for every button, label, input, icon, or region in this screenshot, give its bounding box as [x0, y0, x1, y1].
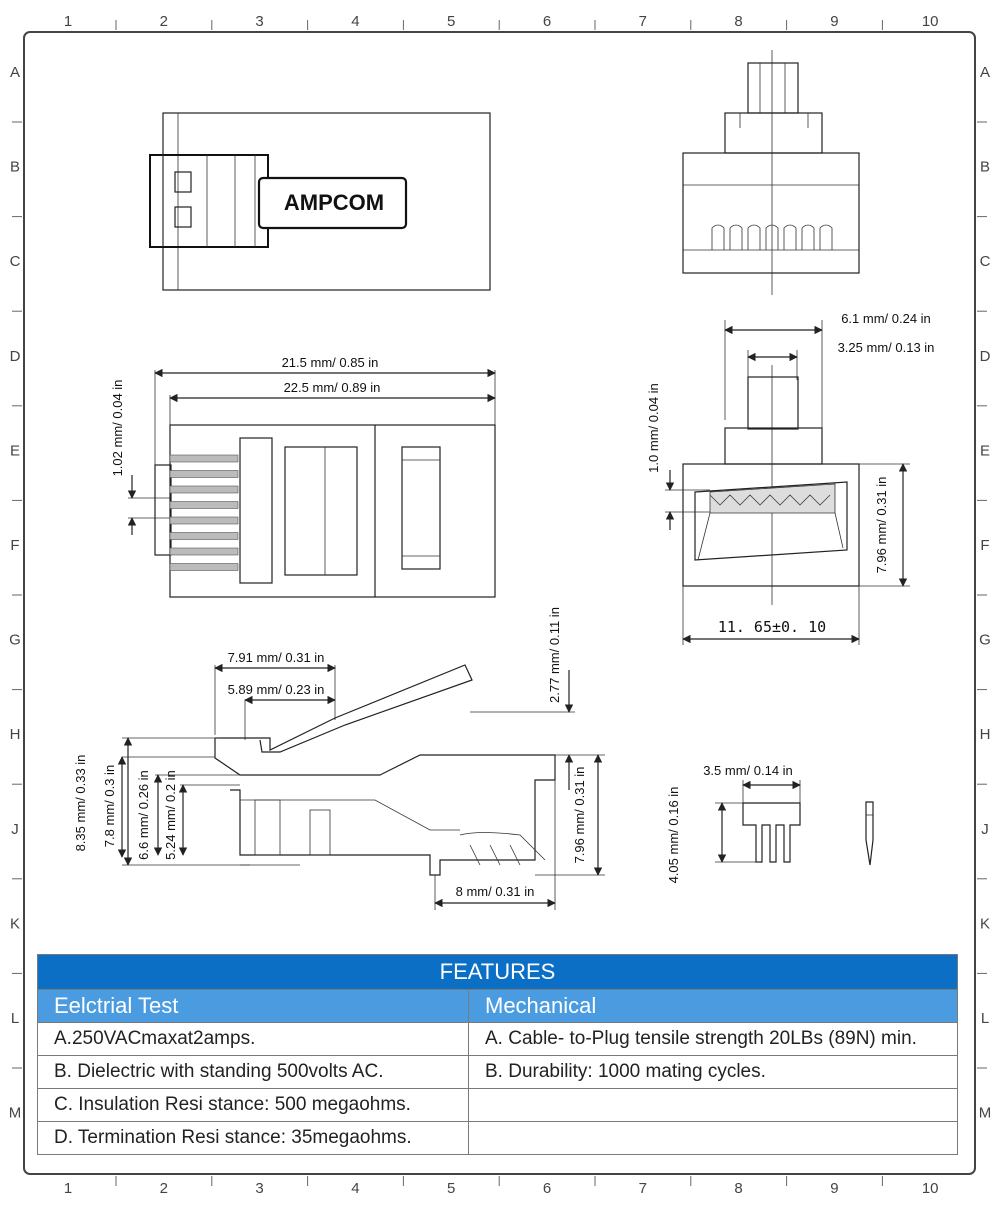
mechanical-cell: B. Durability: 1000 mating cycles.: [469, 1056, 958, 1089]
front-view-plug: [646, 311, 934, 645]
grid-row-label: D: [979, 347, 991, 365]
dim-3-5: 3.5 mm/ 0.14 in: [703, 763, 793, 778]
grid-column-label: 7: [638, 1180, 647, 1197]
grid-row-label: M: [978, 1104, 992, 1122]
dim-7-8: 7.8 mm/ 0.3 in: [102, 764, 117, 848]
grid-row-label: K: [979, 915, 991, 933]
electrical-cell: B. Dielectric with standing 500volts AC.: [38, 1056, 469, 1089]
grid-column-labels-bottom: [64, 1176, 939, 1197]
grid-column-labels-top: [64, 13, 939, 30]
dim-11-65: 11. 65±0. 10: [717, 618, 827, 636]
features-title: FEATURES: [38, 955, 958, 990]
grid-column-label: 8: [734, 13, 743, 30]
dim-1-02: 1.02 mm/ 0.04 in: [110, 379, 125, 477]
electrical-cell: D. Termination Resi stance: 35megaohms.: [38, 1122, 469, 1155]
grid-column-label: 1: [63, 1180, 73, 1197]
grid-row-labels-left: [9, 64, 22, 1122]
grid-column-label: 7: [638, 13, 647, 30]
contact-strip: [170, 486, 238, 493]
dim-6-6: 6.6 mm/ 0.26 in: [136, 770, 151, 860]
electrical-header: Eelctrial Test: [38, 990, 469, 1023]
grid-column-label: 2: [159, 13, 168, 30]
grid-row-label: D: [9, 347, 21, 365]
grid-column-label: 3: [255, 1180, 264, 1197]
grid-row-label: J: [11, 820, 19, 838]
side-profile-view: [73, 607, 605, 910]
grid-column-label: 5: [447, 13, 456, 30]
grid-row-label: A: [9, 64, 21, 81]
grid-row-label: K: [9, 915, 21, 933]
dim-2-77: 2.77 mm/ 0.11 in: [547, 607, 562, 703]
dim-7-96-front: 7.96 mm/ 0.31 in: [874, 476, 889, 574]
grid-row-label: F: [10, 537, 20, 554]
grid-column-label: 5: [447, 1180, 456, 1197]
grid-column-label: 3: [255, 13, 264, 30]
grid-row-label: H: [979, 726, 991, 744]
grid-row-label: E: [979, 442, 991, 460]
contact-strip: [170, 517, 238, 524]
dim-1-0: 1.0 mm/ 0.04 in: [646, 383, 661, 473]
electrical-cell: A.250VACmaxat2amps.: [38, 1023, 469, 1056]
grid-column-label: 10: [921, 13, 939, 30]
grid-row-label: G: [979, 631, 991, 649]
grid-column-label: 1: [63, 13, 73, 30]
table-row: [38, 1122, 958, 1155]
dim-7-96-side: 7.96 mm/ 0.31 in: [572, 766, 587, 864]
table-row: [38, 1056, 958, 1089]
grid-row-label: F: [980, 537, 990, 554]
grid-column-label: 6: [542, 13, 552, 30]
grid-row-label: E: [9, 442, 21, 460]
contact-strip: [170, 533, 238, 540]
table-row: [38, 1023, 958, 1056]
grid-row-label: C: [979, 253, 991, 271]
contact-strip: [170, 548, 238, 555]
mechanical-cell: [469, 1122, 958, 1155]
dim-5-24: 5.24 mm/ 0.2 in: [163, 770, 178, 860]
grid-column-label: 2: [159, 1180, 168, 1197]
contact-blade-view: [666, 763, 873, 883]
dim-3-25: 3.25 mm/ 0.13 in: [837, 340, 935, 355]
grid-row-label: L: [10, 1010, 20, 1027]
dim-5-89: 5.89 mm/ 0.23 in: [227, 682, 325, 697]
dim-8-35: 8.35 mm/ 0.33 in: [73, 754, 88, 852]
contact-strip: [170, 564, 238, 571]
grid-row-label: C: [9, 253, 21, 271]
grid-row-label: M: [8, 1104, 22, 1122]
grid-column-label: 6: [542, 1180, 552, 1197]
electrical-cell: C. Insulation Resi stance: 500 megaohms.: [38, 1089, 469, 1122]
grid-row-label: J: [981, 820, 989, 838]
grid-row-label: B: [979, 158, 991, 176]
features-table: [37, 954, 958, 1155]
dim-4-05: 4.05 mm/ 0.16 in: [666, 786, 681, 884]
grid-column-label: 9: [830, 13, 839, 30]
grid-row-label: H: [9, 726, 21, 744]
table-row: [38, 1089, 958, 1122]
dim-6-1: 6.1 mm/ 0.24 in: [841, 311, 931, 326]
grid-row-label: A: [979, 64, 991, 81]
rear-view-plug: [683, 50, 859, 295]
grid-row-label: L: [980, 1010, 990, 1027]
grid-column-label: 4: [351, 1180, 360, 1197]
brand-label: AMPCOM: [283, 190, 385, 215]
grid-row-labels-right: [977, 64, 991, 1122]
grid-row-label: B: [9, 158, 21, 176]
dim-22-5: 22.5 mm/ 0.89 in: [283, 380, 381, 395]
grid-column-label: 4: [351, 13, 360, 30]
contact-strip: [170, 471, 238, 478]
contact-strip: [170, 502, 238, 509]
grid-column-label: 8: [734, 1180, 743, 1197]
dim-7-91: 7.91 mm/ 0.31 in: [227, 650, 325, 665]
dim-8: 8 mm/ 0.31 in: [455, 884, 535, 899]
grid-column-label: 9: [830, 1180, 839, 1197]
mechanical-header: Mechanical: [469, 990, 958, 1023]
mechanical-cell: A. Cable- to-Plug tensile strength 20LBs (89N) min.: [469, 1023, 958, 1056]
contact-strip: [170, 455, 238, 462]
top-view-plug: [150, 113, 490, 290]
dim-21-5: 21.5 mm/ 0.85 in: [281, 355, 379, 370]
grid-row-label: G: [9, 631, 21, 649]
mechanical-cell: [469, 1089, 958, 1122]
contact-side-view: [110, 355, 495, 597]
grid-column-label: 10: [921, 1180, 939, 1197]
